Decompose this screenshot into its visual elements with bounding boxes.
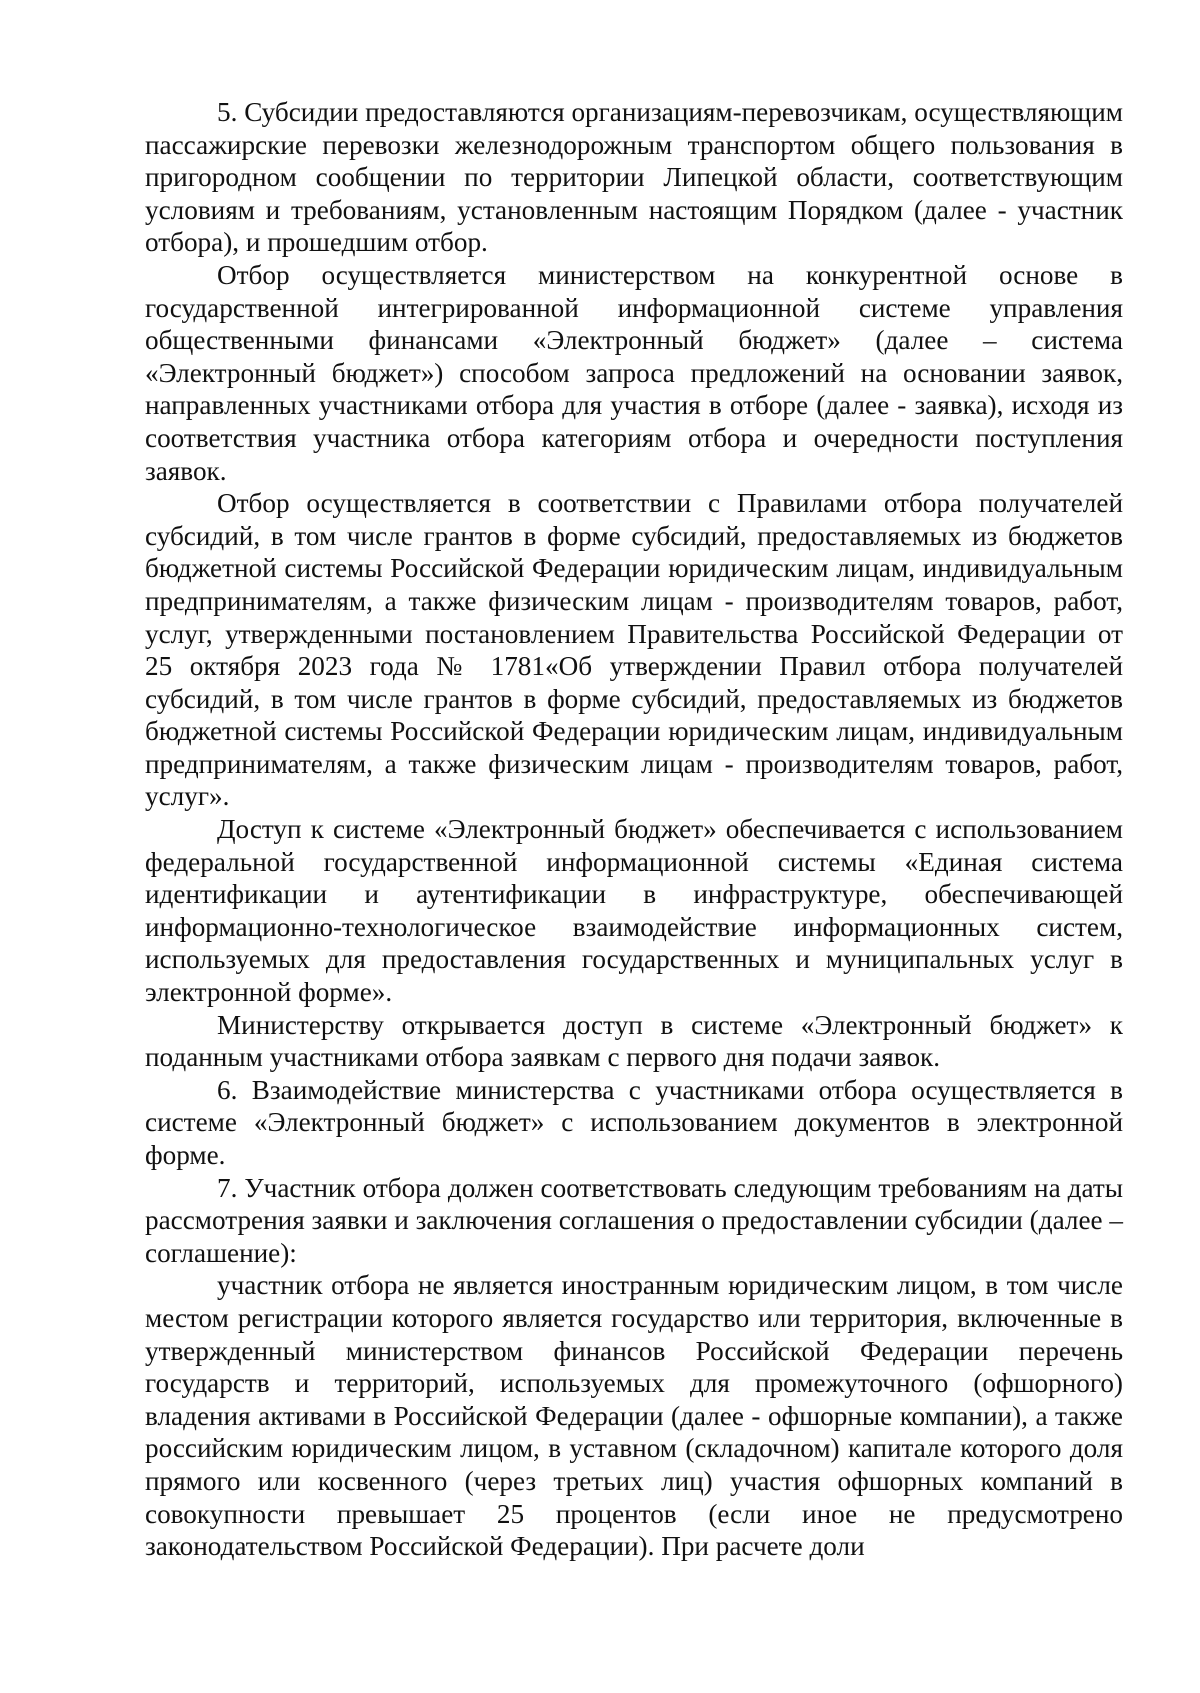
paragraph-subsidies-recipients: 5. Субсидии предоставляются организациям-перевозчикам, осуществляющим пассажирские перевозки железнодорожным транспортом общего пользования в пригородном сообщении по территории Липецкой области, соответствующим условиям и требованиям, установленным настоящим Порядком (далее - участник отбора), и прошедшим отбор. <box>145 97 1123 258</box>
paragraph-system-access: Доступ к системе «Электронный бюджет» обеспечивается с использованием федеральной государственной информационной системы «Единая система идентификации и аутентификации в инфраструктуре, обеспечивающей информационно-технологическое взаимодействие информационных систем, используемых для предоставления государственных и муниципальных услуг в электронной форме». <box>145 814 1123 1008</box>
paragraph-participant-requirements: 7. Участник отбора должен соответствовать следующим требованиям на даты рассмотрения заявки и заключения соглашения о предоставлении субсидии (далее – соглашение): <box>145 1172 1123 1268</box>
document-body <box>145 96 1123 1563</box>
paragraph-offshore-requirement: участник отбора не является иностранным юридическим лицом, в том числе местом регистрации которого является государство или территория, включенные в утвержденный министерством финансов Российской Федерации перечень государств и территорий, используемых для промежуточного (офшорного) владения активами в Российской Федерации (далее - офшорные компании), а также российским юридическим лицом, в уставном (складочном) капитале которого доля прямого или косвенного (через третьих лиц) участия офшорных компаний в совокупности превышает 25 процентов (если иное не предусмотрено законодательством Российской Федерации). При расчете доли <box>145 1270 1123 1562</box>
paragraph-selection-procedure: Отбор осуществляется министерством на конкурентной основе в государственной интегрированной информационной системе управления общественными финансами «Электронный бюджет» (далее – система «Электронный бюджет») способом запроса предложений на основании заявок, направленных участниками отбора для участия в отборе (далее - заявка), исходя из соответствия участника отбора категориям отбора и очередности поступления заявок. <box>145 259 1123 486</box>
paragraph-selection-rules: Отбор осуществляется в соответствии с Правилами отбора получателей субсидий, в том числе грантов в форме субсидий, предоставляемых из бюджетов бюджетной системы Российской Федерации юридическим лицам, индивидуальным предпринимателям, а также физическим лицам - производителям товаров, работ, услуг, утвержденными постановлением Правительства Российской Федерации от 25 октября 2023 года № 1781«Об утверждении Правил отбора получателей субсидий, в том числе грантов в форме субсидий, предоставляемых из бюджетов бюджетной системы Российской Федерации юридическим лицам, индивидуальным предпринимателям, а также физическим лицам - производителям товаров, работ, услуг». <box>145 488 1123 812</box>
paragraph-interaction: 6. Взаимодействие министерства с участниками отбора осуществляется в системе «Электронный бюджет» с использованием документов в электронной форме. <box>145 1074 1123 1170</box>
paragraph-ministry-access: Министерству открывается доступ в системе «Электронный бюджет» к поданным участниками отбора заявкам с первого дня подачи заявок. <box>145 1009 1123 1073</box>
